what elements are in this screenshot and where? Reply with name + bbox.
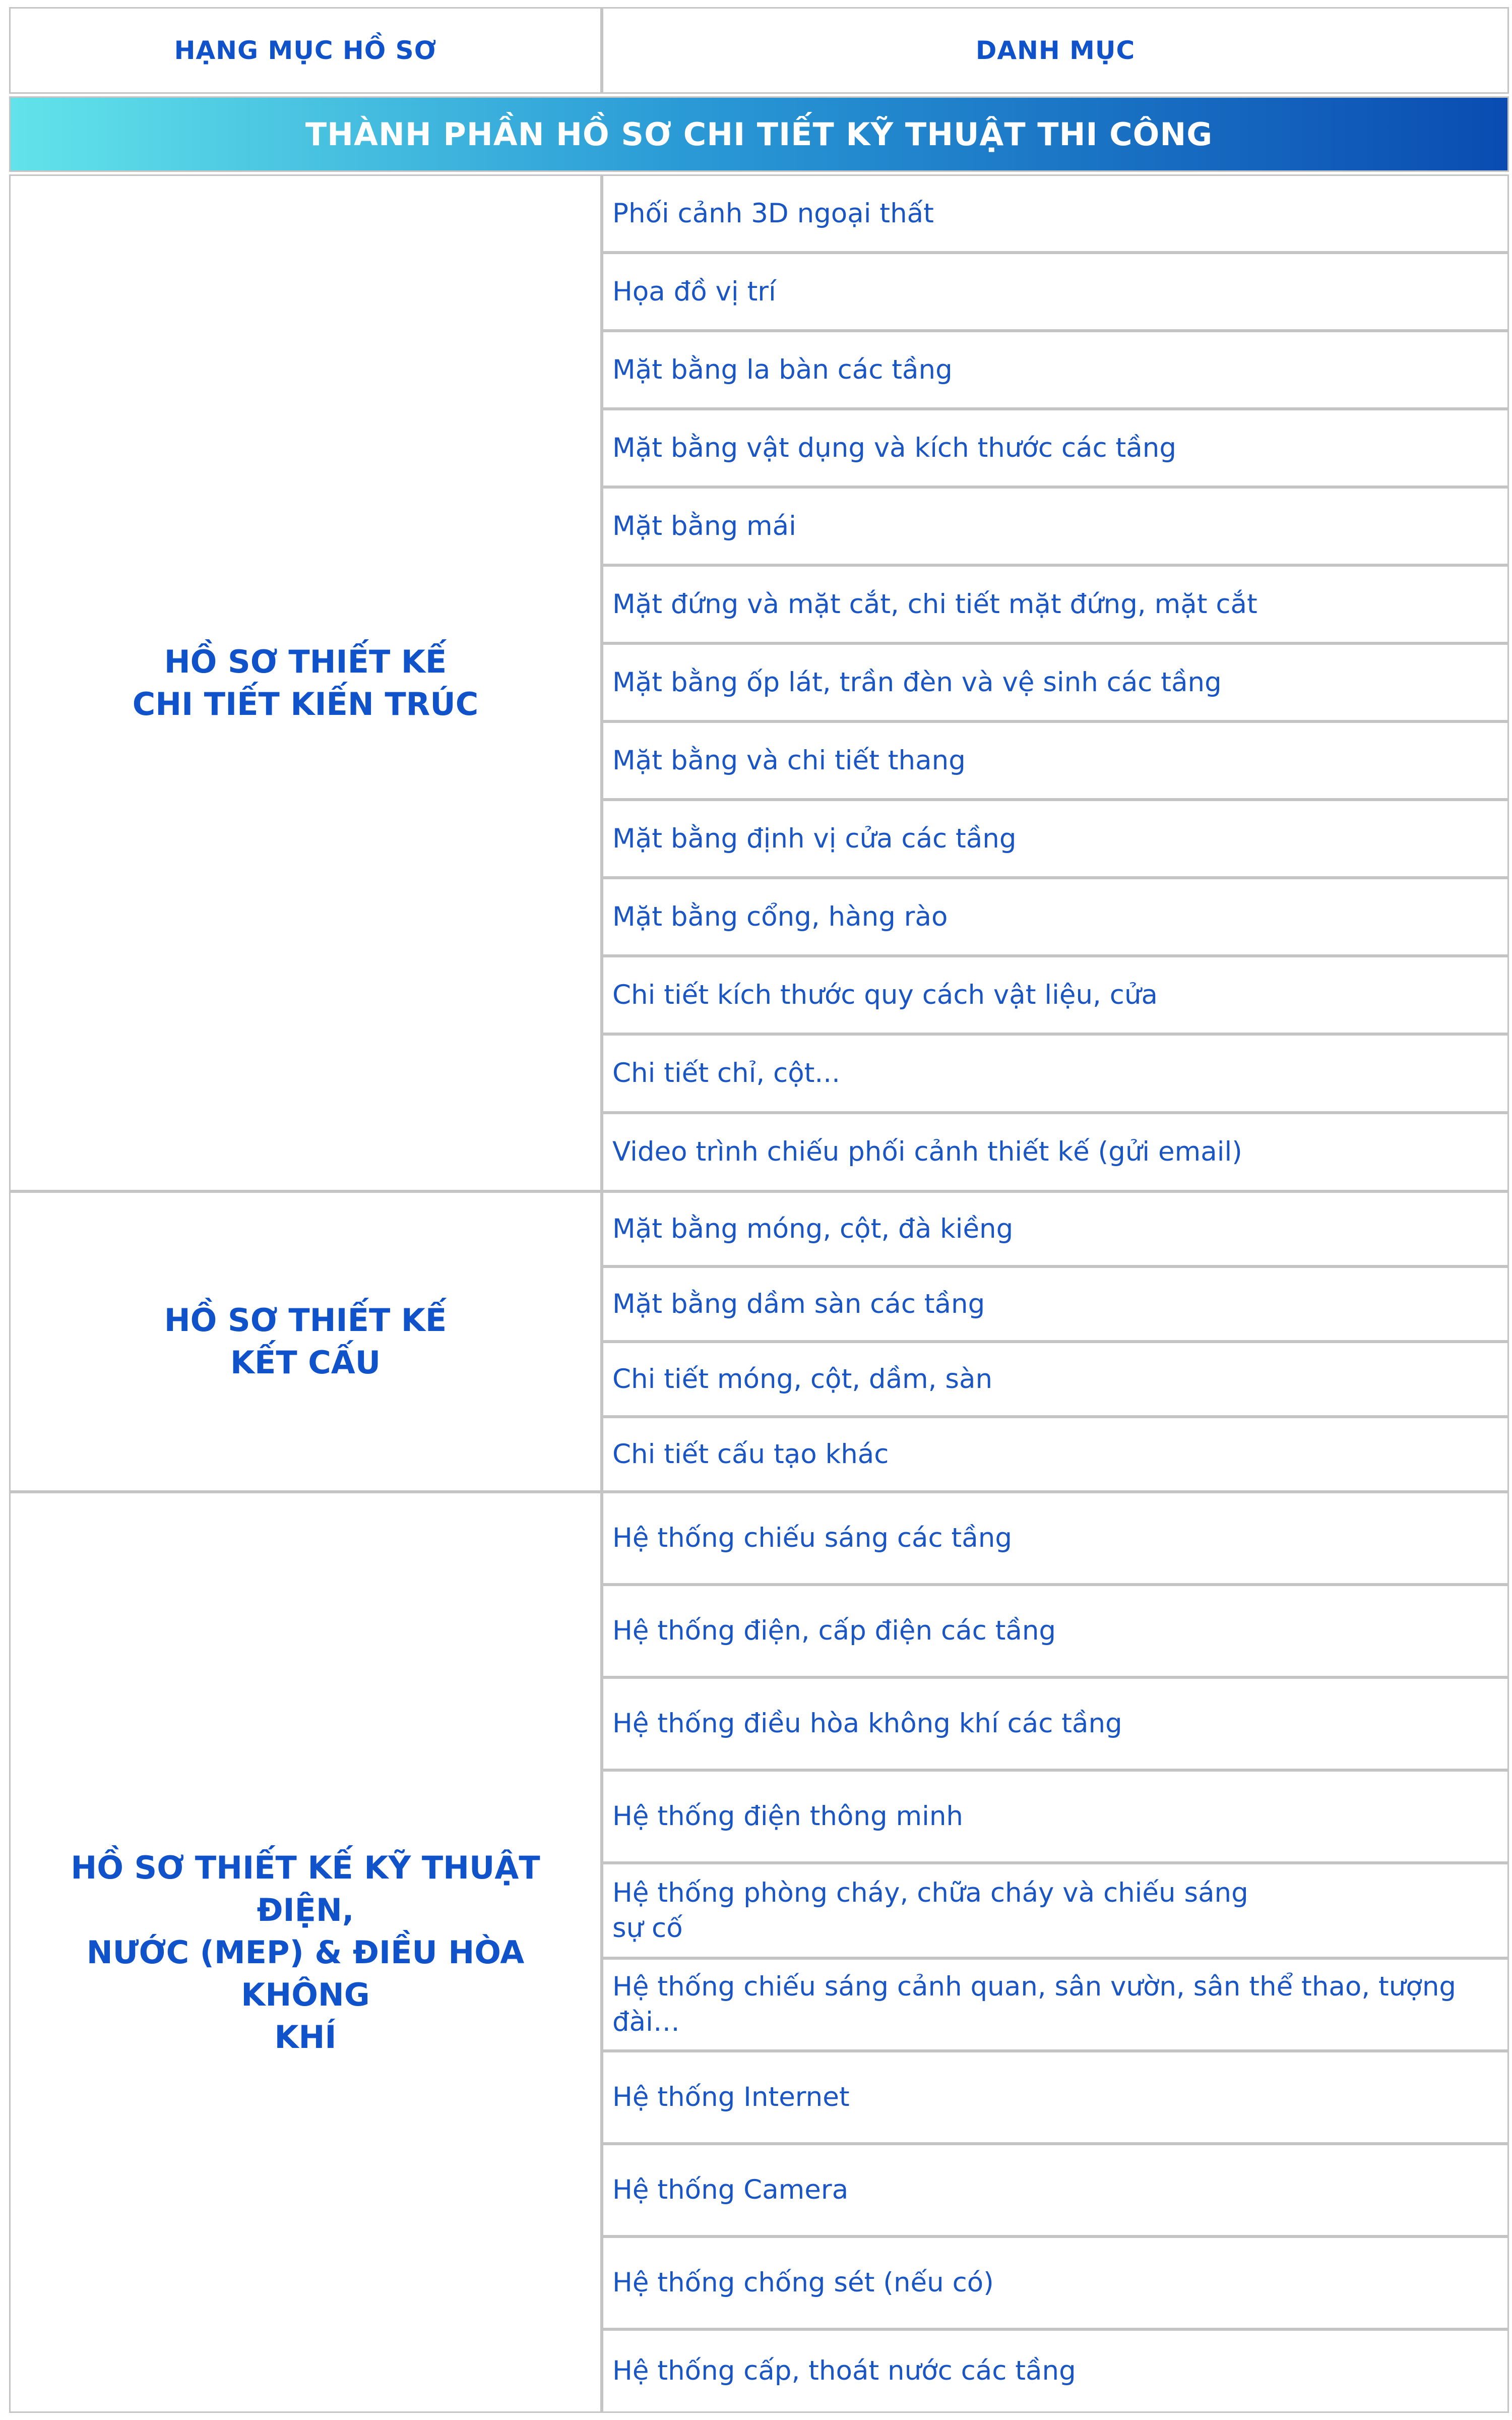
list-item: Mặt bằng và chi tiết thang <box>602 721 1509 800</box>
list-item: Mặt bằng móng, cột, đà kiềng <box>602 1191 1509 1266</box>
list-item: Mặt bằng dầm sàn các tầng <box>602 1266 1509 1342</box>
list-item: Hệ thống Internet <box>602 2051 1509 2144</box>
group-structure-title: HỒ SƠ THIẾT KẾ KẾT CẤU <box>9 1191 602 1492</box>
list-item: Hệ thống điều hòa không khí các tầng <box>602 1677 1509 1770</box>
list-item: Hệ thống điện, cấp điện các tầng <box>602 1585 1509 1677</box>
list-item: Mặt bằng vật dụng và kích thước các tầng <box>602 409 1509 487</box>
list-item: Mặt bằng cổng, hàng rào <box>602 878 1509 956</box>
list-item: Mặt bằng la bàn các tầng <box>602 331 1509 409</box>
list-item: Chi tiết móng, cột, dầm, sàn <box>602 1342 1509 1417</box>
list-item: Họa đồ vị trí <box>602 253 1509 331</box>
section-banner <box>9 96 1509 172</box>
list-item: Phối cảnh 3D ngoại thất <box>602 174 1509 253</box>
list-item: Mặt đứng và mặt cắt, chi tiết mặt đứng, mặt cắt <box>602 565 1509 643</box>
header-col-list-label: DANH MỤC <box>975 36 1136 65</box>
group-architecture-title: HỒ SƠ THIẾT KẾ CHI TIẾT KIẾN TRÚC <box>9 174 602 1191</box>
list-item: Hệ thống phòng cháy, chữa cháy và chiếu sáng sự cố <box>602 1863 1509 1958</box>
list-item: Mặt bằng mái <box>602 487 1509 565</box>
section-banner-title: THÀNH PHẦN HỒ SƠ CHI TIẾT KỸ THUẬT THI CÔNG <box>305 115 1213 153</box>
header-col-list <box>602 7 1509 94</box>
list-item: Hệ thống cấp, thoát nước các tầng <box>602 2329 1509 2413</box>
header-col-category <box>9 7 602 94</box>
list-item: Chi tiết kích thước quy cách vật liệu, cửa <box>602 956 1509 1034</box>
list-item: Mặt bằng ốp lát, trần đèn và vệ sinh các tầng <box>602 643 1509 721</box>
header-col-category-label: HẠNG MỤC HỒ SƠ <box>174 36 437 65</box>
group-mep-title: HỒ SƠ THIẾT KẾ KỸ THUẬT ĐIỆN, NƯỚC (MEP) & ĐIỀU HÒA KHÔNG KHÍ <box>9 1492 602 2413</box>
list-item: Video trình chiếu phối cảnh thiết kế (gửi email) <box>602 1113 1509 1191</box>
list-item: Hệ thống điện thông minh <box>602 1770 1509 1863</box>
list-item: Hệ thống chiếu sáng các tầng <box>602 1492 1509 1585</box>
list-item: Mặt bằng định vị cửa các tầng <box>602 800 1509 878</box>
list-item: Chi tiết chỉ, cột... <box>602 1034 1509 1113</box>
list-item: Hệ thống chống sét (nếu có) <box>602 2236 1509 2329</box>
list-item: Hệ thống chiếu sáng cảnh quan, sân vườn, sân thể thao, tượng đài… <box>602 1958 1509 2051</box>
list-item: Chi tiết cấu tạo khác <box>602 1417 1509 1492</box>
list-item: Hệ thống Camera <box>602 2144 1509 2236</box>
